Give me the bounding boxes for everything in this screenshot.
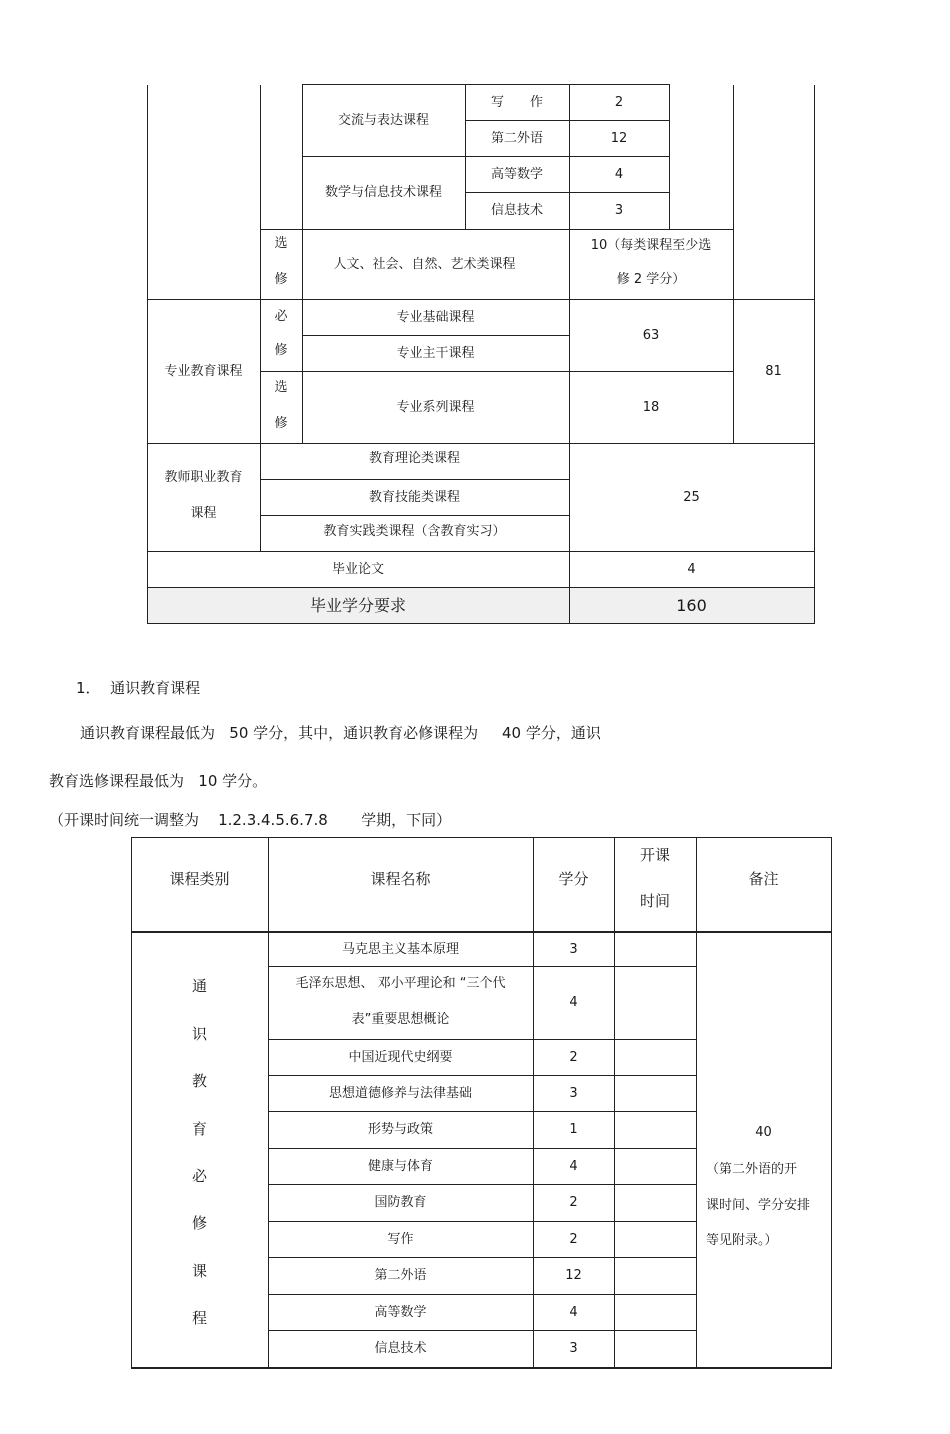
course-credit: 3 — [569, 1085, 578, 1101]
education-theory-label: 教育理论类课程 — [368, 451, 460, 467]
header-course-name: 课程名称 — [370, 870, 431, 888]
grid-line — [831, 838, 832, 1368]
education-skill-label: 教育技能类课程 — [368, 489, 460, 505]
category-char: 识 — [191, 1025, 207, 1043]
course-name-line-1: 毛泽东思想、 邓小平理论和 “三个代 — [295, 976, 506, 992]
category-char: 育 — [191, 1120, 207, 1138]
education-practice-label: 教育实践类课程（含教育实习） — [323, 524, 506, 540]
info-tech-credit: 3 — [614, 203, 624, 219]
grid-line — [131, 1367, 832, 1369]
elective-char-2: 修 — [274, 272, 288, 288]
course-credit: 3 — [569, 941, 578, 957]
note-line-2: 课时间、学分安排 — [706, 1198, 811, 1213]
course-name: 形势与政策 — [367, 1122, 433, 1138]
professional-series-label: 专业系列课程 — [396, 399, 475, 415]
course-name: 信息技术 — [374, 1341, 427, 1357]
header-category: 课程类别 — [169, 870, 230, 888]
course-credit: 2 — [569, 1195, 578, 1211]
teacher-education-credit: 25 — [683, 489, 700, 505]
humanities-elective-label: 人文、社会、自然、艺术类课程 — [333, 256, 516, 272]
professional-course-category: 专业教育课程 — [164, 363, 243, 379]
course-credit: 12 — [565, 1268, 582, 1284]
paragraph-line-2: 教育选修课程最低为 10 学分。 — [49, 772, 268, 790]
header-time-line-1: 开课 — [639, 846, 670, 864]
teacher-category-line-2: 课程 — [190, 506, 217, 522]
communication-course-label: 交流与表达课程 — [337, 112, 429, 128]
required-char-2: 修 — [274, 343, 288, 359]
professional-total-credit: 81 — [765, 363, 782, 379]
elective-credit-line-2: 修 2 学分） — [616, 272, 686, 288]
writing-credit: 2 — [614, 94, 624, 110]
grid-line — [614, 838, 615, 1368]
note-line-1: （第二外语的开 — [706, 1162, 798, 1177]
category-char: 课 — [191, 1262, 207, 1280]
header-note: 备注 — [748, 870, 779, 888]
course-name: 第二外语 — [374, 1268, 427, 1284]
course-name: 高等数学 — [374, 1304, 427, 1320]
course-credit: 3 — [569, 1341, 578, 1357]
grid-line — [268, 966, 697, 967]
writing-label: 写 作 — [490, 94, 543, 110]
graduation-requirement-label: 毕业学分要求 — [309, 595, 406, 615]
note-line-3: 等见附录。） — [706, 1233, 778, 1248]
course-credit: 4 — [569, 1304, 578, 1320]
course-name: 健康与体育 — [367, 1158, 433, 1174]
header-credit: 学分 — [558, 870, 589, 888]
note-total: 40 — [755, 1125, 772, 1141]
graduation-requirement-credit: 160 — [676, 595, 707, 615]
professional-core-label: 专业主干课程 — [396, 345, 475, 361]
course-name: 写作 — [387, 1231, 414, 1247]
prof-elective-char-2: 修 — [274, 416, 288, 432]
category-char: 通 — [191, 977, 207, 995]
course-name: 马克思主义基本原理 — [341, 941, 459, 957]
category-char: 程 — [191, 1309, 207, 1327]
required-char-1: 必 — [274, 309, 288, 325]
paragraph-line-1: 通识教育课程最低为 50 学分，其中，通识教育必修课程为 40 学分，通识 — [80, 724, 601, 742]
course-name-line-2: 表”重要思想概论 — [351, 1012, 450, 1028]
advanced-math-label: 高等数学 — [490, 166, 543, 182]
header-time-line-2: 时间 — [639, 892, 670, 910]
course-credit: 4 — [569, 995, 578, 1011]
prof-elective-char-1: 选 — [274, 380, 288, 396]
info-tech-label: 信息技术 — [490, 203, 543, 219]
course-name: 中国近现代史纲要 — [348, 1049, 453, 1065]
second-language-credit: 12 — [610, 130, 628, 146]
grid-line — [814, 85, 815, 624]
math-info-course-label: 数学与信息技术课程 — [324, 185, 442, 201]
category-char: 修 — [191, 1214, 207, 1232]
elective-char-1: 选 — [274, 236, 288, 252]
course-name: 国防教育 — [374, 1195, 427, 1211]
grid-line — [147, 623, 815, 624]
section-heading: 1． 通识教育课程 — [76, 679, 201, 697]
schedule-note: （开课时间统一调整为 1.2.3.4.5.6.7.8 学期，下同） — [49, 811, 452, 829]
category-char: 教 — [191, 1072, 207, 1090]
second-language-label: 第二外语 — [490, 130, 543, 146]
category-char: 必 — [191, 1167, 207, 1185]
professional-required-credit: 63 — [642, 327, 660, 343]
advanced-math-credit: 4 — [614, 166, 624, 182]
course-credit: 2 — [569, 1049, 578, 1065]
course-credit: 4 — [569, 1158, 578, 1174]
thesis-credit: 4 — [687, 561, 696, 577]
professional-basic-label: 专业基础课程 — [396, 309, 475, 325]
course-name: 思想道德修养与法律基础 — [328, 1085, 472, 1101]
elective-credit-line-1: 10（每类课程至少选 — [590, 238, 712, 254]
teacher-category-line-1: 教师职业教育 — [164, 470, 243, 486]
grid-line — [669, 85, 670, 229]
thesis-label: 毕业论文 — [331, 561, 384, 577]
course-credit: 1 — [569, 1122, 578, 1138]
course-credit: 2 — [569, 1231, 578, 1247]
professional-elective-credit: 18 — [642, 399, 660, 415]
